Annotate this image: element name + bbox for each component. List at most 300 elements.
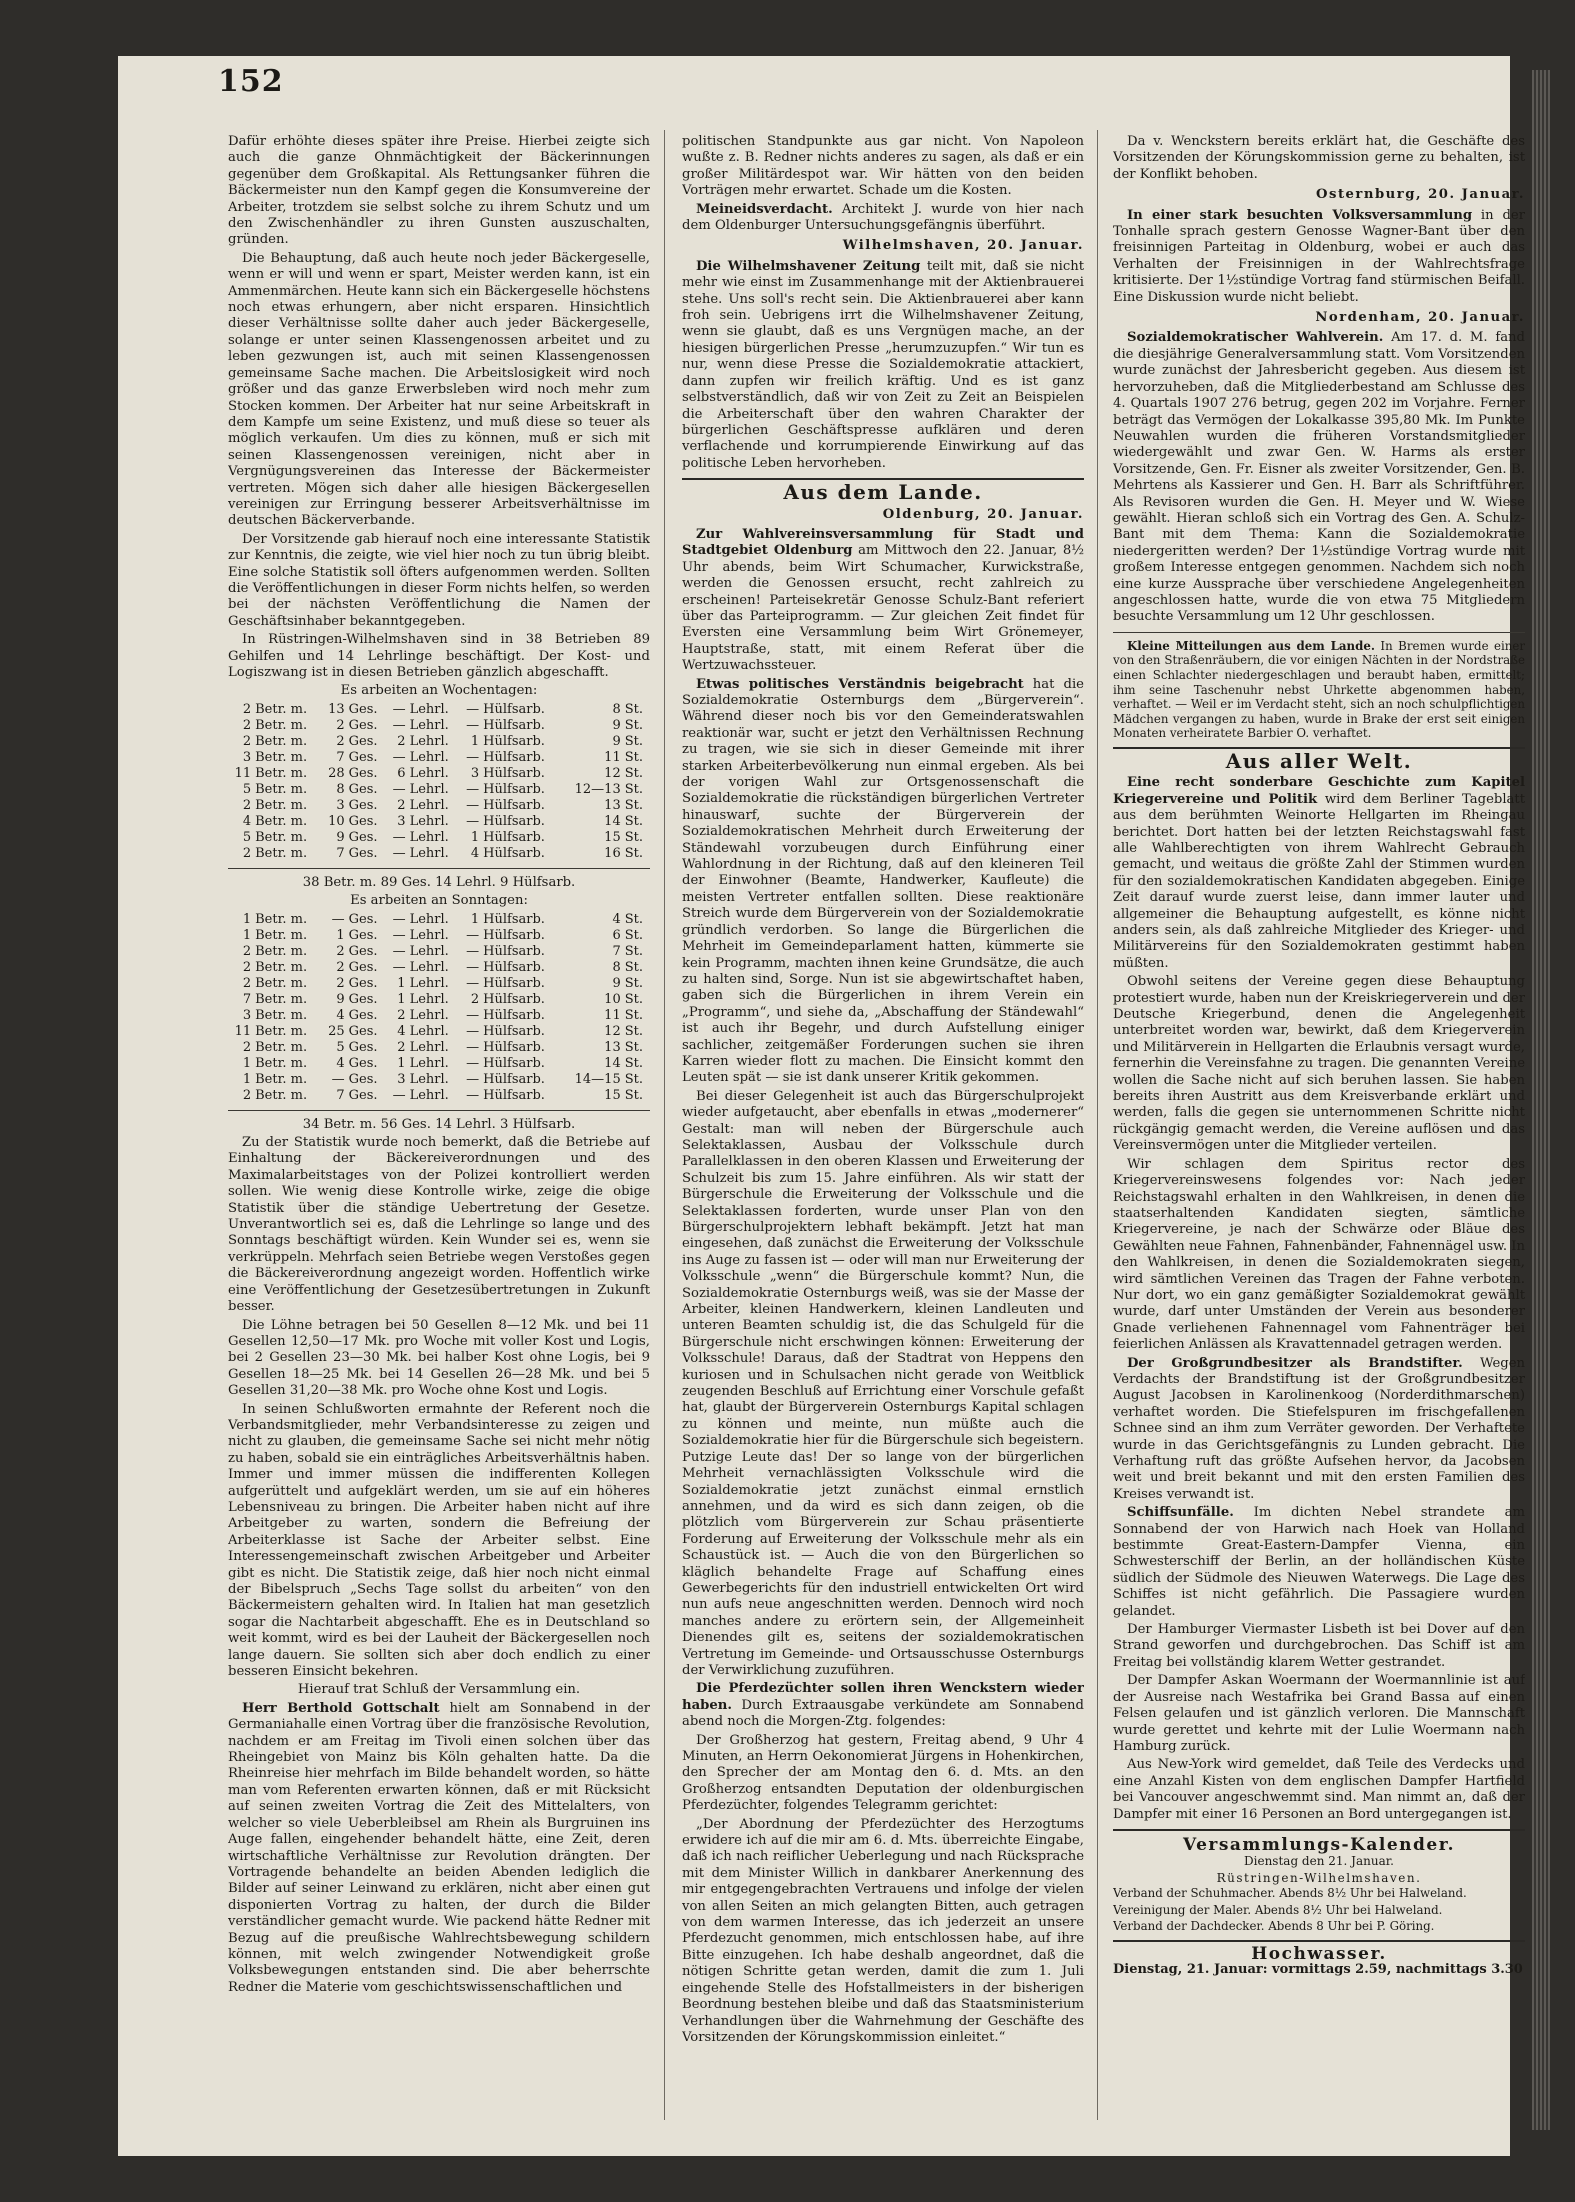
statistic-cell: — bbox=[392, 959, 406, 975]
statistic-unit: St. bbox=[624, 1039, 643, 1055]
statistic-unit: Lehrl. bbox=[409, 991, 449, 1007]
statistic-cell: 2 bbox=[242, 943, 252, 959]
section-heading-aus-dem-lande: Aus dem Lande. bbox=[783, 480, 983, 505]
paragraph: Aus New-York wird gemeldet, daß Teile des Verdecks und eine Anzahl Kisten von dem englischen Dampfer Hartfield bei Vancouver angeschwemmt sind. Man nimmt an, daß der Dampfer mit einer 16 Personen an Bord untergegangen ist. bbox=[1113, 1757, 1525, 1822]
statistic-row bbox=[228, 750, 650, 766]
statistic-unit: St. bbox=[624, 749, 643, 765]
statistic-cell: 2 bbox=[397, 733, 406, 749]
article-lead: Meineidsverdacht. bbox=[696, 201, 833, 217]
statistic-unit: Ges. bbox=[348, 781, 378, 797]
statistic-cell: — bbox=[392, 927, 406, 943]
statistic-unit: Hülfsarb. bbox=[483, 813, 545, 829]
statistic-unit: Lehrl. bbox=[409, 927, 449, 943]
statistic-row bbox=[228, 992, 650, 1008]
statistic-cell: — bbox=[466, 749, 480, 765]
statistic-unit: Betr. m. bbox=[255, 1071, 308, 1087]
statistic-cell: 7 bbox=[336, 749, 345, 765]
statistic-cell: 3 bbox=[470, 765, 480, 781]
statistic-cell: 6 bbox=[397, 765, 406, 781]
statistic-unit: St. bbox=[624, 927, 643, 943]
statistic-cell: — bbox=[466, 943, 480, 959]
statistic-unit: St. bbox=[624, 1023, 643, 1039]
paragraph: Dafür erhöhte dieses später ihre Preise. Hierbei zeigte sich auch die ganze Ohnmächtigkeit der Bäckerinnungen gegenüber dem Großkapital. Als Rettungsanker führen die Bäckermeister nun den Kampf gegen die Konsumvereine der Arbeiter, trotzdem sie selbst solche zu ihrem Schutz und um den Zwischenhändler zu ihren Gunsten auszuschalten, gründen. bbox=[228, 134, 650, 248]
statistic-unit: Hülfsarb. bbox=[483, 829, 545, 845]
statistic-unit: Betr. m. bbox=[255, 701, 308, 717]
statistic-unit: Lehrl. bbox=[409, 943, 449, 959]
paragraph: Obwohl seitens der Vereine gegen diese Behauptung protestiert wurde, haben nun der Kreiskriegerverein und der Deutsche Kriegerbund, denen die Angelegenheit unterbreitet worden war, bewirkt, daß dem Kriegerverein und Militärverein in Hellgarten die Erlaubnis versagt wurde, fernerhin die Vereinsfahne zu tragen. Die genannten Vereine wollen die Sache nicht auf sich beruhen lassen. Sie haben bereits ihren Austritt aus dem Kreisverbande erklärt und werden, falls die gegen sie unternommenen Schritte nicht rückgängig gemacht werden, die Vereine auflösen und das Vereinsvermögen unter die Mitglieder verteilen. bbox=[1113, 974, 1525, 1154]
paragraph: Der Hamburger Viermaster Lisbeth ist bei Dover auf den Strand geworfen und durchgebrochen. Das Schiff ist am Freitag bei vollständig klarem Wetter gestrandet. bbox=[1113, 1622, 1525, 1670]
statistic-cell: — bbox=[466, 1055, 480, 1071]
dateline-oldenburg: Oldenburg, 20. Januar. bbox=[882, 506, 1084, 522]
statistic-cell: 11 bbox=[604, 1007, 621, 1023]
statistic-unit: Ges. bbox=[348, 911, 378, 927]
statistic-unit: Betr. m. bbox=[255, 781, 308, 797]
statistic-unit: Hülfsarb. bbox=[483, 1007, 545, 1023]
article-wahlverein-nordenham bbox=[1113, 330, 1525, 625]
statistic-unit: Ges. bbox=[348, 1055, 378, 1071]
statistic-cell: 13 bbox=[604, 797, 621, 813]
statistic-row bbox=[228, 928, 650, 944]
article-lead: Der Großgrundbesitzer als Brandstifter. bbox=[1127, 1355, 1463, 1371]
statistic-unit: Lehrl. bbox=[409, 797, 449, 813]
statistic-unit: Lehrl. bbox=[409, 765, 449, 781]
article-verstaendnis bbox=[682, 677, 1084, 1087]
statistic-cell: 2 bbox=[336, 717, 345, 733]
article-lead: Die Wilhelmshavener Zeitung bbox=[696, 258, 921, 274]
statistic-row bbox=[228, 830, 650, 846]
statistic-cell: 15 bbox=[604, 829, 621, 845]
article-body: wird dem Berliner Tageblatt aus dem berühmten Weinorte Hellgarten im Rheingau berichtet. Dort hatten bei der letzten Reichstagswahl fast alle Wahlberechtigten von ihrem Wahlrecht Gebrauch gemacht, und weitaus die größte Zahl der Stimmen wurden für den sozialdemokratischen Kandidaten abgegeben. Einige Zeit darauf wurde zuerst leise, dann immer lauter und allgemeiner die Behauptung aufgestellt, es könne nicht anders sein, als daß zahlreiche Mitglieder des Krieger- und Militärvereins für den Sozialdemokraten gestimmt haben müßten. bbox=[1113, 791, 1525, 971]
statistic-unit: Betr. m. bbox=[255, 959, 308, 975]
statistic-unit: St. bbox=[624, 733, 643, 749]
statistic-cell: 7 bbox=[242, 991, 252, 1007]
statistic-row bbox=[228, 1008, 650, 1024]
statistic-row bbox=[228, 1024, 650, 1040]
statistic-cell: 8 bbox=[612, 959, 621, 975]
section-divider bbox=[1113, 1829, 1525, 1831]
section-heading-aus-aller-welt: Aus aller Welt. bbox=[1225, 748, 1413, 773]
paragraph: Bei dieser Gelegenheit ist auch das Bürgerschulprojekt wieder aufgetaucht, aber ebenfalls in etwas „modernerer“ Gestalt: man will neben der Bürgerschule auch Selektaklassen, Ausbau der Volksschule durch Parallelklassen in den oberen Klassen und Erweiterung der Schulzeit bis zum 15. Jahre einführen. Als wir statt der Bürgerschule die Erweiterung der Volksschule und die Selektaklassen forderten, wurde unser Plan von den Bürgerschulprojektern lebhaft bekämpft. Jetzt hat man eingesehen, daß zunächst die Erweiterung der Volksschule ins Auge zu fassen ist — oder will man nur Erweiterung der Volksschule „wenn“ die Bürgerschule kommt? Nun, die Sozialdemokratie Osternburgs weiß, was sie der Masse der Arbeiter, kleinen Handwerkern, kleinen Landleuten und unteren Beamten schuldig ist, die das Schulgeld für die Bürgerschule nicht erschwingen können: Erweiterung der Volksschule! Daraus, daß der Stadtrat von Heppens den kuriosen und in Schulsachen nicht gerade von Weitblick zeugenden Beschluß auf Errichtung einer Vorschule gefaßt hat, glaubt der Bürgerverein Osternburgs Kapital schlagen zu können und meinte, nun müßte auch die Sozialdemokratie hier für die Bürgerschule sich begeistern. Putzige Leute das! Der so lange von der bürgerlichen Mehrheit vernachlässigten Volksschule wird die Sozialdemokratie jetzt zunächst einmal ernstlich annehmen, und da wird es sich dann zeigen, ob die plötzlich vom Bürgerverein zur Schau präsentierte Forderung auf Erweiterung der Volksschule mehr als ein Schaustück ist. — Auch die von den Bürgerlichen so kläglich behandelte Frage auf Schaffung eines Gewerbegerichts für den industriell entwickelten Ort wird nun aufs neue angeschnitten werden. Dennoch wird noch manches andere zu erörtern sein, der Allgemeinheit Dienendes gilt es, seitens der sozialdemokratischen Vertretung im Gemeinde- und Ortsausschusse Osternburgs der Verwirklichung zuzuführen. bbox=[682, 1088, 1084, 1678]
statistic-cell: 2 bbox=[242, 717, 252, 733]
article-lead: Die Pferdezüchter sollen ihren Wenckstern wieder haben. bbox=[682, 1681, 1084, 1713]
statistic-cell: — bbox=[466, 781, 480, 797]
statistic-unit: Betr. m. bbox=[255, 845, 308, 861]
statistic-cell: — bbox=[466, 1087, 480, 1103]
statistic-cell: 3 bbox=[336, 797, 345, 813]
statistic-cell: 5 bbox=[242, 829, 252, 845]
statistic-row bbox=[228, 766, 650, 782]
statistic-cell: 4 bbox=[397, 1023, 406, 1039]
statistic-table-weekdays bbox=[228, 702, 650, 862]
paragraph: In seinen Schlußworten ermahnte der Referent noch die Verbandsmitglieder, mehr Verbandsinteresse zu zeigen und nicht zu glauben, die gemeinsame Sache sei nicht mehr nötig zu haben, sobald sie ein einträgliches Arbeitsverhältnis haben. Immer und immer müssen die indifferenten Kollegen aufgerüttelt und aufgeklärt werden, um sie auf ein höheres Lebensniveau zu bringen. Die Arbeiter haben nicht auf ihre Arbeitgeber zu warten, sondern die Befreiung der Arbeiterklasse ist Sache der Arbeiter selbst. Eine Interessengemeinschaft zwischen Arbeitgeber und Arbeiter gibt es nicht. Die Statistik zeige, daß hier noch nicht einmal der Bibelspruch „Sechs Tage sollst du arbeiten“ von den Bäckermeistern gehalten wird. In Italien hat man gesetzlich sogar die Nachtarbeit abgeschafft. Ehe es in Deutschland so weit kommt, wird es bei der Lauheit der Bäckergesellen noch lange dauern. Sie sollten sich aber doch endlich zu einer besseren Einsicht bekehren. bbox=[228, 1401, 650, 1680]
paragraph-closing: Hierauf trat Schluß der Versammlung ein. bbox=[297, 1682, 581, 1698]
statistic-unit: Betr. m. bbox=[255, 717, 308, 733]
statistic-cell: 2 bbox=[242, 797, 252, 813]
statistic-unit: Betr. m. bbox=[255, 797, 308, 813]
statistic-cell: 12 bbox=[604, 1023, 621, 1039]
calendar-place: Rüstringen-Wilhelmshaven. bbox=[1216, 1870, 1422, 1885]
statistic-cell: — bbox=[466, 1007, 480, 1023]
statistic-cell: 4 bbox=[336, 1007, 345, 1023]
statistic-cell: 2 bbox=[242, 1087, 252, 1103]
statistic-cell: 10 bbox=[604, 991, 621, 1007]
statistic-cell: 3 bbox=[242, 1007, 252, 1023]
statistic-unit: Ges. bbox=[348, 1071, 378, 1087]
article-lead: Kleine Mitteilungen aus dem Lande. bbox=[1127, 638, 1375, 653]
statistic-unit: Hülfsarb. bbox=[483, 1087, 545, 1103]
statistic-unit: Betr. m. bbox=[255, 975, 308, 991]
statistic-unit: Hülfsarb. bbox=[483, 991, 545, 1007]
statistic-unit: Lehrl. bbox=[409, 1055, 449, 1071]
statistic-unit: Ges. bbox=[348, 845, 378, 861]
statistic-cell: 4 bbox=[470, 845, 480, 861]
statistic-cell: 3 bbox=[397, 813, 406, 829]
statistic-cell: 9 bbox=[612, 975, 621, 991]
statistic-unit: Hülfsarb. bbox=[483, 797, 545, 813]
statistic-unit: St. bbox=[624, 845, 643, 861]
statistic-cell: — bbox=[466, 927, 480, 943]
dateline-nordenham: Nordenham, 20. Januar. bbox=[1315, 310, 1525, 326]
statistic-cell: 1 bbox=[242, 1071, 252, 1087]
statistic-unit: Ges. bbox=[348, 975, 378, 991]
statistic-cell: 11 bbox=[234, 1023, 252, 1039]
statistic-row bbox=[228, 846, 650, 862]
statistic-unit: Betr. m. bbox=[255, 911, 308, 927]
statistic-cell: 2 bbox=[242, 959, 252, 975]
statistic-cell: — bbox=[392, 911, 406, 927]
statistic-cell: — bbox=[392, 749, 406, 765]
statistic-unit: Betr. m. bbox=[255, 1007, 308, 1023]
statistic-cell: 4 bbox=[612, 911, 621, 927]
paragraph: Die Löhne betragen bei 50 Gesellen 8—12 Mk. und bei 11 Gesellen 12,50—17 Mk. pro Woche mit voller Kost und Logis, bei 2 Gesellen 23—30 Mk. bei halber Kost ohne Logis, bei 9 Gesellen 18—25 Mk. bei 14 Gesellen 26—28 Mk. und bei 5 Gesellen 31,20—38 Mk. pro Woche ohne Kost und Logis. bbox=[228, 1317, 650, 1399]
statistic-unit: Ges. bbox=[348, 1007, 378, 1023]
article-lead: Herr Berthold Gottschalt bbox=[242, 1700, 440, 1716]
statistic-unit: Hülfsarb. bbox=[483, 1023, 545, 1039]
statistic-row bbox=[228, 1056, 650, 1072]
page-binding-edge bbox=[1532, 70, 1550, 2130]
paragraph: Die Behauptung, daß auch heute noch jeder Bäckergeselle, wenn er will und wenn er spart, Meister werden kann, ist ein Ammenmärchen. Heute kann sich ein Bäckergeselle höchstens noch etwas erhungern, aber nicht ersparen. Hinsichtlich dieser Verhältnisse sollte daher auch jeder Bäckergeselle, solange er unter seinen Klassengenossen arbeitet und zu leben gezwungen ist, auch mit seinen Klassengenossen gemeinsame Sache machen. Die Arbeitslosigkeit wird noch größer und das ganze Erwerbsleben wird noch mehr zum Stocken kommen. Der Arbeiter hat nur seine Arbeitskraft in dem Kampfe um seine Existenz, und muß diese so teuer als möglich verkaufen. Um dies zu können, muß er sich mit seinen Klassengenossen vereinigen, nicht aber in Vergnügungsvereinen das Interesse der Bäckermeister vertreten. Mögen sich daher alle hiesigen Bäckergesellen vereinigen zur Erringung besserer Arbeitsverhältnisse im deutschen Bäckerverbande. bbox=[228, 250, 650, 529]
statistic-unit: Betr. m. bbox=[255, 813, 308, 829]
statistic-cell: — bbox=[392, 829, 406, 845]
calendar-entry: Vereinigung der Maler. Abends 8½ Uhr bei Halweland. bbox=[1113, 1902, 1443, 1917]
statistic-cell: — bbox=[392, 845, 406, 861]
column-rule-2 bbox=[1097, 130, 1098, 2120]
statistic-unit: Ges. bbox=[348, 927, 378, 943]
statistic-unit: Ges. bbox=[348, 717, 378, 733]
statistic-cell: 1 bbox=[470, 829, 480, 845]
statistic-label-weekdays: Es arbeiten an Wochentagen: bbox=[340, 683, 538, 699]
statistic-unit: Hülfsarb. bbox=[483, 701, 545, 717]
statistic-row bbox=[228, 1088, 650, 1104]
statistic-row bbox=[228, 912, 650, 928]
statistic-unit: Hülfsarb. bbox=[483, 927, 545, 943]
statistic-cell: — bbox=[392, 943, 406, 959]
article-volksversammlung bbox=[1113, 208, 1525, 306]
column-rule-1 bbox=[664, 130, 665, 2120]
statistic-unit: Hülfsarb. bbox=[483, 845, 545, 861]
statistic-cell: — bbox=[392, 1087, 406, 1103]
article-kleine-mitteilungen bbox=[1113, 639, 1525, 741]
statistic-unit: Lehrl. bbox=[409, 1071, 449, 1087]
paragraph: Der Dampfer Askan Woermann der Woermannlinie ist auf der Ausreise nach Westafrika bei Grand Bassa auf einen Felsen gelaufen und ist gänzlich verloren. Die Mannschaft wurde gerettet und kehrte mit der Lulie Woermann nach Hamburg zurück. bbox=[1113, 1673, 1525, 1754]
statistic-unit: Hülfsarb. bbox=[483, 1071, 545, 1087]
statistic-cell: 2 bbox=[397, 797, 406, 813]
statistic-cell: 2 bbox=[242, 975, 252, 991]
statistic-unit: St. bbox=[624, 959, 643, 975]
statistic-unit: Ges. bbox=[348, 765, 378, 781]
statistic-cell: 3 bbox=[397, 1071, 406, 1087]
statistic-cell: 14 bbox=[604, 813, 621, 829]
statistic-cell: 9 bbox=[336, 829, 345, 845]
statistic-unit: St. bbox=[624, 781, 643, 797]
statistic-cell: 2 bbox=[397, 1039, 406, 1055]
statistic-row bbox=[228, 718, 650, 734]
statistic-cell: — bbox=[466, 1023, 480, 1039]
statistic-unit: Betr. m. bbox=[255, 1087, 308, 1103]
statistic-cell: 14 bbox=[604, 1055, 621, 1071]
statistic-row bbox=[228, 814, 650, 830]
statistic-unit: Lehrl. bbox=[409, 717, 449, 733]
article-body: Wegen Verdachts der Brandstiftung ist der Großgrundbesitzer August Jacobsen in Karolinenkoog (Norderdithmarschen) verhaftet worden. Die Stiefelspuren im frischgefallenen Schnee sind an ihm zum Verräter geworden. Der Verhaftete wurde in das Gerichtsgefängnis zu Lunden gebracht. Die Verhaftung ruft das größte Aufsehen hervor, da Jacobsen weit und breit bekannt und mit den ersten Familien des Kreises verwandt ist. bbox=[1113, 1355, 1525, 1502]
statistic-total-weekdays: 38 Betr. m. 89 Ges. 14 Lehrl. 9 Hülfsarb. bbox=[302, 874, 576, 890]
statistic-unit: Lehrl. bbox=[409, 959, 449, 975]
statistic-cell: 3 bbox=[242, 749, 252, 765]
article-wahlverein bbox=[682, 527, 1084, 675]
article-lead: Etwas politisches Verständnis beigebracht bbox=[696, 676, 1024, 692]
statistic-table-sundays bbox=[228, 912, 650, 1104]
statistic-unit: Lehrl. bbox=[409, 1087, 449, 1103]
statistic-unit: Hülfsarb. bbox=[483, 733, 545, 749]
statistic-unit: Hülfsarb. bbox=[483, 717, 545, 733]
meeting-calendar bbox=[1113, 1834, 1525, 1934]
statistic-unit: Hülfsarb. bbox=[483, 975, 545, 991]
statistic-total-sundays: 34 Betr. m. 56 Ges. 14 Lehrl. 3 Hülfsarb. bbox=[302, 1116, 576, 1132]
statistic-unit: St. bbox=[624, 1055, 643, 1071]
statistic-unit: Lehrl. bbox=[409, 845, 449, 861]
statistic-unit: St. bbox=[624, 943, 643, 959]
statistic-cell: 12—13 bbox=[574, 781, 621, 797]
article-body: Durch Extraausgabe verkündete am Sonnabend abend noch die Morgen-Ztg. folgendes: bbox=[682, 1697, 1084, 1730]
statistic-cell: 8 bbox=[612, 701, 621, 717]
statistic-cell: 4 bbox=[336, 1055, 345, 1071]
article-body: Am 17. d. M. fand die diesjährige Generalversammlung statt. Vom Vorsitzenden wurde zunächst der Jahresbericht gegeben. Aus diesem ist hervorzuheben, daß die Mitgliederbestand am Schlusse des 4. Quartals 1907 276 betrug, gegen 202 im Vorjahre. Ferner beträgt das Vermögen der Lokalkasse 395,80 Mk. Im Punkte Neuwahlen wurden die früheren Vorstandsmitglieder wiedergewählt und zwar Gen. W. Harms als erster Vorsitzende, Gen. Fr. Eisner als zweiter Vorsitzender, Gen. B. Mehrtens als Kassierer und Gen. H. Barr als Schriftführer. Als Revisoren wurden die Gen. H. Meyer und W. Wiese gewählt. Hieran schloß sich ein Vortrag des Gen. A. Schulz-Bant mit dem Thema: Kann die Sozialdemokratie niedergeritten werden? Der 1½stündige Vortrag wurde mit großem Interesse entgegen genommen. Nachdem sich noch eine kurze Aussprache über verschiedene Angelegenheiten angeschlossen hatte, wurde die von etwa 75 Mitgliedern besuchte Versammlung um 12 Uhr geschlossen. bbox=[1113, 330, 1525, 625]
statistic-unit: St. bbox=[624, 911, 643, 927]
article-kriegervereine bbox=[1113, 775, 1525, 972]
statistic-cell: 13 bbox=[604, 1039, 621, 1055]
article-schiffsunfaelle bbox=[1113, 1505, 1525, 1620]
statistic-row bbox=[228, 1040, 650, 1056]
article-wilhelmshavener-zeitung bbox=[682, 259, 1084, 472]
divider bbox=[228, 1110, 650, 1111]
statistic-cell: 2 bbox=[470, 991, 480, 1007]
statistic-unit: St. bbox=[624, 829, 643, 845]
statistic-unit: St. bbox=[624, 717, 643, 733]
statistic-unit: Ges. bbox=[348, 959, 378, 975]
article-lead: Sozialdemokratischer Wahlverein. bbox=[1127, 330, 1384, 346]
article-body: hat die Sozialdemokratie Osternburgs dem „Bürgerverein“. Während dieser noch bis vor den Gemeinderatswahlen reaktionär war, sucht er jetzt den Verhältnissen Rechnung zu tragen, wie sie sich in dieser Gemeinde mit ihrer starken Arbeiterbevölkerung nun einmal ergeben. Als bei der vorigen Wahl zur Ortsgenossenschaft die Sozialdemokratie die rückständigen bürgerlichen Vertreter hinauswarf, suchte der Bürgerverein der Sozialdemokratischen Mehrheit durch Erweiterung der Ständewahl vorzubeugen durch Einführung einer Wahlordnung in der Richtung, daß auf den kleineren Teil der Einwohner (Beamte, Handwerker, Kaufleute) die meisten Vertreter entfallen sollten. Diese reaktionäre Streich wurde dem Bürgerverein von der Sozialdemokratie gründlich verdorben. So lange die Bürgerlichen die Mehrheit im Gemeindeparlament hatten, kümmerte sie kein Programm, machten ihnen keine Grundsätze, die auch zu halten sind, Sorge. Nun ist sie abgewirtschaftet haben, gaben sich die Bürgerlichen in ihrem Verein ein „Programm“, und siehe da, „Abschaffung der Ständewahl“ ist auch ihr Begehr, und durch Aufstellung einiger sachlicher, zeitgemäßer Forderungen suchen sie ihren Karren wieder flott zu machen. Die Einsicht kommt den Leuten spät — sie ist dank unserer Kritik gekommen. bbox=[682, 676, 1084, 1086]
statistic-cell: 5 bbox=[336, 1039, 345, 1055]
statistic-unit: Hülfsarb. bbox=[483, 781, 545, 797]
statistic-unit: Ges. bbox=[348, 1023, 378, 1039]
statistic-cell: 28 bbox=[328, 765, 345, 781]
article-lead: Zur Wahlvereinsversammlung für Stadt und Stadtgebiet Oldenburg bbox=[682, 526, 1084, 559]
statistic-cell: 7 bbox=[336, 845, 345, 861]
statistic-unit: Lehrl. bbox=[409, 749, 449, 765]
statistic-unit: Ges. bbox=[348, 829, 378, 845]
article-body: hielt am Sonnabend in der Germaniahalle einen Vortrag über die französische Revolution, nachdem er am Freitag im Tivoli einen solchen über das Rheingebiet von Mainz bis Köln gehalten hatte. Da die Rheinreise hier mehrfach im Bilde behandelt worden, so hätte man vom Referenten erwarten können, daß er mit Rücksicht auf seinen zweiten Vortrag die Zeit des Mittelalters, von welcher so viele Ueberbleibsel am Rhein als Burgruinen ins Auge fallen, eingehender behandelt hätte, eine Zeit, deren wirtschaftliche Verhältnisse zur Revolution drängten. Der Vortragende behandelte an beiden Abenden lediglich die Bilder auf seiner Leinwand zu erklären, nicht aber einen gut disponierten Vortrag zu halten, der durch die Bilder verständlicher gemacht wurde. Wie packend hätte Redner mit Bezug auf die preußische Wahlrechtsbewegung schildern können, mit welch zwingender Notwendigkeit große Volksbewegungen entstanden sind. Die aber beherrschte Redner die Materie vom geschichtswissenschaftlichen und bbox=[228, 1700, 650, 1995]
statistic-cell: — bbox=[392, 781, 406, 797]
paragraph: In Rüstringen-Wilhelmshaven sind in 38 Betrieben 89 Gehilfen und 14 Lehrlinge beschäftigt. Der Kost- und Logiszwang ist in diesen Betrieben gänzlich abgeschafft. bbox=[228, 632, 650, 680]
statistic-cell: 4 bbox=[242, 813, 252, 829]
article-body: Architekt J. wurde von hier nach dem Oldenburger Untersuchungsgefängnis überführt. bbox=[682, 201, 1084, 234]
statistic-cell: 8 bbox=[336, 781, 345, 797]
statistic-cell: 2 bbox=[397, 1007, 406, 1023]
statistic-row bbox=[228, 782, 650, 798]
statistic-unit: Hülfsarb. bbox=[483, 911, 545, 927]
column-3 bbox=[1113, 134, 1525, 2124]
statistic-unit: Ges. bbox=[348, 1087, 378, 1103]
calendar-title: Versammlungs-Kalender. bbox=[1182, 1834, 1456, 1855]
statistic-unit: Betr. m. bbox=[255, 749, 308, 765]
divider bbox=[228, 868, 650, 869]
statistic-unit: Hülfsarb. bbox=[483, 1055, 545, 1071]
statistic-unit: Lehrl. bbox=[409, 1039, 449, 1055]
high-water-times: Dienstag, 21. Januar: vormittags 2.59, nachmittags 3.30 bbox=[1113, 1962, 1523, 1978]
statistic-unit: St. bbox=[624, 1071, 643, 1087]
statistic-unit: St. bbox=[624, 1087, 643, 1103]
statistic-cell: 1 bbox=[242, 911, 252, 927]
statistic-cell: 7 bbox=[336, 1087, 345, 1103]
high-water-box bbox=[1113, 1943, 1525, 1979]
article-meineid bbox=[682, 202, 1084, 235]
calendar-date: Dienstag den 21. Januar. bbox=[1244, 1854, 1394, 1869]
statistic-unit: St. bbox=[624, 991, 643, 1007]
article-body: In Bremen wurde einer von den Straßenräubern, die vor einigen Nächten in der Nordstraße einen Schlachter niedergeschlagen und beraubt haben, ermittelt; ihm seine Taschenuhr nebst Uhrkette abgenommen haben, verhaftet. — Weil er im Verdacht steht, sich an noch schulpflichtigen Mädchen vergangen zu haben, wurde in Brake der erst seit einigen Monaten verheiratete Barbier O. verhaftet. bbox=[1113, 638, 1525, 741]
statistic-unit: Ges. bbox=[348, 733, 378, 749]
article-brandstifter bbox=[1113, 1356, 1525, 1504]
statistic-unit: St. bbox=[624, 701, 643, 717]
statistic-unit: St. bbox=[624, 1007, 643, 1023]
statistic-unit: Lehrl. bbox=[409, 733, 449, 749]
statistic-cell: — bbox=[466, 701, 480, 717]
statistic-cell: 9 bbox=[612, 733, 621, 749]
statistic-unit: St. bbox=[624, 797, 643, 813]
paragraph: Da v. Wenckstern bereits erklärt hat, die Geschäfte des Vorsitzenden der Körungskommission gerne zu behalten, ist der Konflikt behoben. bbox=[1113, 134, 1525, 182]
statistic-unit: Hülfsarb. bbox=[483, 765, 545, 781]
statistic-cell: 1 bbox=[397, 991, 406, 1007]
article-pferdezuechter bbox=[682, 1681, 1084, 1730]
column-2 bbox=[682, 134, 1084, 2124]
statistic-cell: — bbox=[466, 1071, 480, 1087]
statistic-cell: 2 bbox=[336, 959, 345, 975]
statistic-unit: Lehrl. bbox=[409, 1023, 449, 1039]
statistic-row bbox=[228, 944, 650, 960]
statistic-cell: 2 bbox=[242, 701, 252, 717]
statistic-cell: — bbox=[466, 797, 480, 813]
statistic-unit: Lehrl. bbox=[409, 1007, 449, 1023]
statistic-unit: Betr. m. bbox=[255, 943, 308, 959]
statistic-cell: 11 bbox=[234, 765, 252, 781]
statistic-cell: 5 bbox=[242, 781, 252, 797]
statistic-cell: 2 bbox=[242, 845, 252, 861]
page-number: 152 bbox=[218, 64, 284, 99]
article-lead: Eine recht sonderbare Geschichte zum Kapitel Kriegervereine und Politik bbox=[1113, 775, 1525, 807]
statistic-unit: Ges. bbox=[348, 749, 378, 765]
statistic-row bbox=[228, 798, 650, 814]
statistic-unit: St. bbox=[624, 813, 643, 829]
statistic-cell: — bbox=[331, 911, 345, 927]
statistic-unit: Hülfsarb. bbox=[483, 749, 545, 765]
statistic-cell: 11 bbox=[604, 749, 621, 765]
statistic-cell: — bbox=[466, 1039, 480, 1055]
statistic-cell: 2 bbox=[242, 1039, 252, 1055]
statistic-row bbox=[228, 1072, 650, 1088]
section-divider bbox=[1113, 1940, 1525, 1942]
column-1 bbox=[228, 134, 650, 2124]
statistic-unit: Lehrl. bbox=[409, 813, 449, 829]
statistic-row bbox=[228, 976, 650, 992]
statistic-cell: 1 bbox=[470, 911, 480, 927]
statistic-cell: 13 bbox=[328, 701, 345, 717]
paragraph: Zu der Statistik wurde noch bemerkt, daß die Betriebe auf Einhaltung der Bäckereiverordnungen und des Maximalarbeitstages von der Polizei kontrolliert werden sollen. Wie wenig diese Kontrolle wirke, zeige die obige Statistik über die ständige Uebertretung der Gesetze. Unverantwortlich sei es, daß die Lehrlinge so lange und des Sonntags beschäftigt würden. Kein Wunder sei es, wenn sie verkrüppeln. Mehrfach seien Betriebe wegen Verstoßes gegen die Bäckereiverordnung angezeigt worden. Hoffentlich wirke eine Veröffentlichung der Gesetzesübertretungen in Zukunft besser. bbox=[228, 1135, 650, 1315]
statistic-cell: 14—15 bbox=[574, 1071, 621, 1087]
paragraph: Wir schlagen dem Spiritus rector des Kriegervereinswesens folgendes vor: Nach jeder Reichstagswahl erhalten in den Wahlkreisen, in denen die staatserhaltenden Kandidaten siegten, sämtliche Kriegervereine, je nach der Schwärze oder Bläue des Gewählten neue Fahnen, Fahnenbänder, Fahnennägel usw. In den Wahlkreisen, in denen die Sozialdemokraten siegen, wird sämtlichen Vereinen das Tragen der Fahne verboten. Nur dort, wo ein ganz gemäßigter Sozialdemokrat gewählt wurde, darf unter Umständen der Verein aus besonderer Gnade verliehenen Fahnennagel vom Fahnenträger bei feierlichen Anlässen als Kravattennadel getragen werden. bbox=[1113, 1156, 1525, 1353]
statistic-unit: Betr. m. bbox=[255, 765, 308, 781]
statistic-cell: 1 bbox=[397, 1055, 406, 1071]
statistic-cell: 1 bbox=[470, 733, 480, 749]
dateline-wilhelmshaven: Wilhelmshaven, 20. Januar. bbox=[842, 238, 1084, 254]
statistic-row bbox=[228, 734, 650, 750]
statistic-unit: Ges. bbox=[348, 991, 378, 1007]
article-gottschalt bbox=[228, 1701, 650, 1996]
article-body: Im dichten Nebel strandete am Sonnabend der von Harwich nach Hoek van Holland bestimmte Great-Eastern-Dampfer Vienna, ein Schwesterschiff der Berlin, an der holländischen Küste südlich der Südmole des Nieuwen Waterwegs. Die Lage des Schiffes ist nicht gefährlich. Die Passagiere wurden gelandet. bbox=[1113, 1505, 1525, 1619]
statistic-cell: — bbox=[392, 701, 406, 717]
statistic-unit: Ges. bbox=[348, 701, 378, 717]
statistic-unit: Ges. bbox=[348, 1039, 378, 1055]
statistic-cell: 9 bbox=[612, 717, 621, 733]
calendar-entry: Verband der Dachdecker. Abends 8 Uhr bei P. Göring. bbox=[1113, 1919, 1435, 1934]
statistic-cell: 2 bbox=[336, 975, 345, 991]
article-body: am Mittwoch den 22. Januar, 8½ Uhr abends, beim Wirt Schumacher, Kurwickstraße, werden die Genossen ersucht, recht zahlreich zu erscheinen! Parteisekretär Genosse Schulz-Bant referiert über das Parteiprogramm. — Zur gleichen Zeit findet für Eversten eine Versammlung beim Wirt Grönemeyer, Hauptstraße, statt, mit einem Referat über die Wertzuwachssteuer. bbox=[682, 543, 1084, 674]
statistic-unit: St. bbox=[624, 975, 643, 991]
statistic-cell: 25 bbox=[328, 1023, 345, 1039]
statistic-cell: 6 bbox=[612, 927, 621, 943]
statistic-cell: — bbox=[331, 1071, 345, 1087]
statistic-unit: Betr. m. bbox=[255, 1055, 308, 1071]
statistic-unit: Ges. bbox=[348, 813, 378, 829]
statistic-cell: 2 bbox=[336, 733, 345, 749]
paragraph: Der Vorsitzende gab hierauf noch eine interessante Statistik zur Kenntnis, die zeigte, wie viel hier noch zu tun übrig bleibt. Eine solche Statistik soll öfters aufgenommen werden. Sollten die Veröffentlichungen in dieser Form nichts helfen, so werden bei der nächsten Veröffentlichung die Namen der Geschäftsinhaber bekanntgegeben. bbox=[228, 531, 650, 629]
statistic-label-sundays: Es arbeiten an Sonntagen: bbox=[350, 893, 528, 909]
statistic-unit: Lehrl. bbox=[409, 781, 449, 797]
statistic-cell: — bbox=[466, 717, 480, 733]
divider bbox=[1113, 632, 1525, 633]
statistic-cell: — bbox=[466, 813, 480, 829]
statistic-unit: Betr. m. bbox=[255, 829, 308, 845]
dateline-osternburg: Osternburg, 20. Januar. bbox=[1316, 187, 1525, 203]
statistic-unit: Hülfsarb. bbox=[483, 959, 545, 975]
statistic-unit: Betr. m. bbox=[255, 927, 308, 943]
statistic-unit: Hülfsarb. bbox=[483, 1039, 545, 1055]
statistic-cell: — bbox=[466, 975, 480, 991]
article-lead: In einer stark besuchten Volksversammlung bbox=[1127, 207, 1473, 223]
statistic-cell: 1 bbox=[242, 927, 252, 943]
statistic-cell: — bbox=[392, 717, 406, 733]
statistic-unit: Betr. m. bbox=[255, 1039, 308, 1055]
article-body: teilt mit, daß sie nicht mehr wie einst im Zusammenhange mit der Aktienbrauerei stehe. Uns soll's recht sein. Die Aktienbrauerei aber kann froh sein. Uebrigens irrt die Wilhelmshavener Zeitung, wenn sie glaubt, daß es uns Vergnügen mache, an der hiesigen bürgerlichen Presse „herumzuzupfen.“ Wir tun es nur, wenn diese Presse die Sozialdemokratie attackiert, dann zupfen wir freilich kräftig. Und es ist ganz selbstverständlich, daß wir von Zeit zu Zeit an Beispielen die Arbeiterschaft über den wahren Charakter der bürgerlichen Geschäftspresse aufklären und deren verflachende und korrumpierende Einwirkung auf das politische Leben hervorheben. bbox=[682, 258, 1084, 471]
statistic-cell: 9 bbox=[336, 991, 345, 1007]
statistic-cell: 12 bbox=[604, 765, 621, 781]
